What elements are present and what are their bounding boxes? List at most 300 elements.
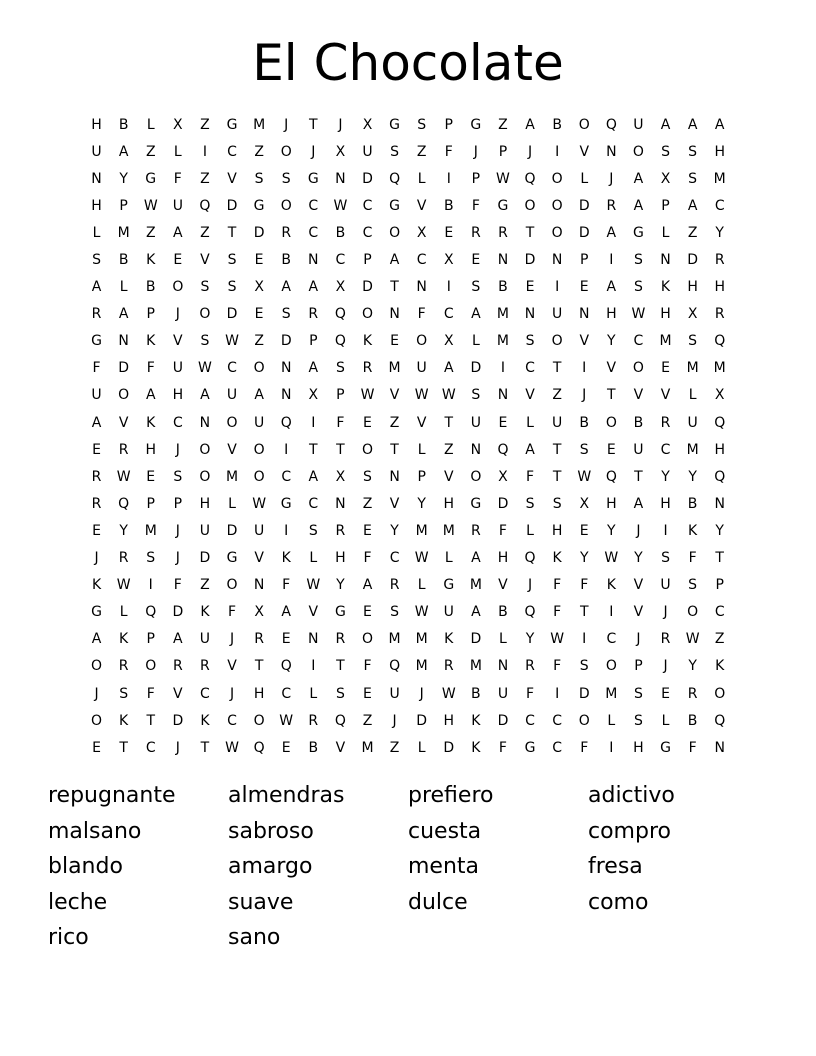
grid-letter: N	[524, 306, 536, 323]
grid-letter: C	[714, 604, 725, 621]
grid-letter: W	[333, 197, 348, 214]
grid-letter: D	[497, 712, 509, 729]
grid-letter: T	[336, 441, 345, 458]
grid-letter: S	[579, 441, 589, 458]
grid-letter: C	[145, 739, 156, 756]
grid-letter: V	[579, 333, 590, 350]
grid-letter: D	[578, 685, 590, 702]
grid-letter: X	[714, 387, 725, 404]
grid-letter: H	[91, 116, 102, 133]
grid-letter: K	[146, 252, 156, 269]
grid-letter: U	[552, 306, 563, 323]
grid-letter: J	[663, 604, 668, 621]
grid-letter: L	[119, 279, 128, 296]
grid-letter: Y	[119, 170, 128, 187]
grid-letter: F	[498, 739, 507, 756]
grid-letter: E	[579, 279, 589, 296]
grid-letter: W	[116, 468, 131, 485]
grid-letter: K	[606, 577, 616, 594]
grid-letter: O	[253, 360, 265, 377]
grid-letter: C	[606, 631, 617, 648]
grid-letter: R	[308, 306, 319, 323]
grid-letter: W	[360, 387, 375, 404]
grid-letter: O	[118, 387, 130, 404]
grid-letter: L	[417, 577, 426, 594]
grid-letter: S	[471, 279, 481, 296]
grid-letter: I	[202, 143, 207, 160]
grid-letter: T	[552, 441, 562, 458]
grid-letter: R	[660, 631, 671, 648]
grid-letter: K	[688, 522, 698, 539]
word-list-item: compro	[588, 818, 671, 844]
grid-letter: J	[663, 658, 668, 675]
grid-letter: L	[526, 522, 534, 539]
grid-letter: X	[443, 252, 454, 269]
grid-letter: W	[198, 360, 212, 377]
grid-letter: O	[551, 333, 563, 350]
grid-letter: A	[254, 387, 264, 404]
grid-letter: B	[118, 252, 129, 269]
grid-letter: B	[471, 685, 481, 702]
grid-letter: G	[524, 739, 536, 756]
grid-letter: L	[661, 224, 670, 241]
grid-letter: V	[389, 387, 400, 404]
grid-letter: D	[226, 306, 238, 323]
grid-letter: O	[524, 197, 536, 214]
grid-letter: Y	[119, 522, 128, 539]
grid-letter: S	[633, 252, 643, 269]
grid-letter: A	[471, 550, 481, 567]
letter-grid	[83, 111, 733, 761]
grid-letter: F	[173, 577, 182, 594]
grid-letter: I	[663, 522, 668, 539]
grid-letter: A	[118, 306, 129, 323]
grid-letter: R	[714, 306, 725, 323]
grid-letter: X	[254, 279, 264, 296]
grid-letter: F	[498, 522, 507, 539]
grid-letter: W	[631, 306, 646, 323]
grid-letter: P	[363, 252, 372, 269]
grid-letter: W	[252, 495, 267, 512]
grid-letter: Y	[579, 550, 589, 567]
grid-letter: I	[582, 631, 587, 648]
grid-letter: W	[225, 333, 239, 350]
grid-letter: C	[416, 252, 427, 269]
grid-letter: C	[227, 360, 237, 377]
grid-letter: N	[497, 252, 509, 269]
grid-letter: V	[227, 658, 237, 675]
grid-letter: E	[92, 739, 101, 756]
grid-letter: J	[527, 577, 533, 594]
grid-letter: K	[362, 333, 373, 350]
word-list-item: almendras	[228, 783, 345, 808]
grid-letter: B	[145, 279, 156, 296]
grid-letter: D	[253, 224, 265, 241]
grid-letter: O	[199, 441, 211, 458]
grid-letter: E	[363, 522, 372, 539]
grid-letter: I	[311, 414, 316, 431]
grid-letter: X	[579, 495, 590, 512]
grid-letter: V	[173, 685, 183, 702]
grid-letter: T	[607, 387, 616, 404]
grid-letter: C	[633, 333, 644, 350]
grid-letter: G	[443, 577, 455, 594]
grid-letter: W	[414, 604, 429, 621]
grid-letter: V	[660, 387, 671, 404]
grid-letter: B	[687, 712, 698, 729]
grid-letter: A	[91, 631, 102, 648]
word-list-item: menta	[408, 854, 480, 879]
grid-letter: M	[496, 306, 509, 323]
grid-letter: G	[253, 197, 265, 214]
grid-letter: E	[661, 685, 670, 702]
grid-letter: T	[715, 550, 724, 567]
grid-letter: L	[471, 333, 480, 350]
grid-letter: H	[714, 441, 725, 458]
grid-letter: E	[606, 441, 616, 458]
grid-letter: C	[308, 495, 319, 512]
grid-letter: L	[580, 170, 589, 187]
grid-letter: U	[552, 414, 563, 431]
grid-letter: C	[308, 197, 319, 214]
grid-letter: I	[555, 143, 560, 160]
grid-letter: N	[714, 739, 725, 756]
grid-letter: Y	[607, 333, 616, 350]
grid-letter: E	[281, 739, 291, 756]
grid-letter: W	[577, 468, 592, 485]
grid-letter: Y	[688, 468, 697, 485]
grid-letter: L	[688, 387, 697, 404]
grid-letter: M	[253, 116, 266, 133]
grid-letter: Y	[661, 468, 670, 485]
grid-letter: D	[687, 252, 698, 269]
grid-letter: P	[498, 143, 508, 160]
grid-letter: W	[414, 387, 429, 404]
grid-letter: R	[687, 685, 698, 702]
grid-letter: Q	[524, 550, 536, 567]
grid-letter: D	[226, 522, 238, 539]
grid-letter: M	[388, 360, 401, 377]
grid-letter: U	[253, 522, 265, 539]
grid-letter: H	[253, 685, 265, 702]
grid-letter: M	[415, 522, 428, 539]
grid-letter: R	[443, 658, 454, 675]
grid-letter: P	[146, 631, 155, 648]
grid-letter: R	[470, 522, 481, 539]
grid-letter: I	[500, 360, 506, 377]
grid-letter: E	[525, 279, 535, 296]
grid-letter: H	[660, 495, 671, 512]
grid-letter: I	[446, 170, 451, 187]
grid-letter: L	[526, 414, 534, 431]
grid-letter: R	[525, 658, 535, 675]
grid-letter: W	[441, 387, 456, 404]
grid-letter: J	[636, 522, 641, 539]
grid-letter: K	[200, 604, 210, 621]
grid-letter: O	[280, 143, 292, 160]
grid-letter: H	[633, 739, 644, 756]
grid-letter: D	[362, 279, 373, 296]
grid-letter: Q	[334, 712, 346, 729]
word-list-item: leche	[48, 889, 108, 915]
grid-letter: O	[280, 197, 292, 214]
grid-letter: B	[633, 414, 644, 431]
grid-letter: C	[362, 197, 373, 214]
grid-letter: V	[416, 197, 427, 214]
grid-letter: J	[175, 550, 180, 567]
grid-letter: Z	[254, 333, 264, 350]
grid-letter: E	[390, 333, 399, 350]
grid-letter: F	[227, 604, 237, 621]
grid-letter: B	[335, 224, 346, 241]
grid-letter: R	[498, 224, 508, 241]
grid-letter: O	[361, 441, 373, 458]
grid-letter: I	[555, 279, 560, 296]
grid-letter: W	[143, 197, 158, 214]
grid-letter: J	[392, 712, 397, 729]
grid-letter: G	[226, 116, 238, 133]
grid-letter: C	[227, 712, 237, 729]
grid-letter: H	[172, 387, 184, 404]
grid-letter: J	[284, 116, 289, 133]
grid-letter: A	[525, 441, 535, 458]
grid-letter: S	[552, 495, 562, 512]
grid-letter: B	[443, 197, 454, 214]
grid-letter: X	[362, 116, 373, 133]
grid-letter: G	[389, 116, 400, 133]
grid-letter: F	[526, 685, 535, 702]
grid-letter: Q	[714, 712, 726, 729]
grid-letter: E	[579, 522, 589, 539]
grid-letter: A	[633, 170, 644, 187]
grid-letter: C	[525, 712, 535, 729]
grid-letter: U	[91, 387, 102, 404]
word-list-item: sano	[228, 925, 281, 950]
grid-letter: H	[443, 712, 455, 729]
grid-letter: S	[417, 116, 427, 133]
grid-letter: Z	[714, 631, 725, 648]
grid-letter: X	[416, 224, 427, 241]
grid-letter: E	[254, 306, 264, 323]
grid-letter: U	[199, 522, 211, 539]
grid-letter: N	[416, 279, 427, 296]
grid-letter: S	[633, 279, 643, 296]
grid-letter: O	[470, 468, 482, 485]
grid-letter: B	[498, 279, 508, 296]
grid-letter: U	[633, 116, 644, 133]
grid-letter: M	[659, 333, 672, 350]
grid-letter: Y	[607, 522, 616, 539]
grid-letter: Z	[254, 143, 264, 160]
grid-letter: V	[579, 143, 590, 160]
grid-letter: N	[551, 252, 563, 269]
grid-letter: V	[173, 333, 183, 350]
grid-letter: N	[660, 252, 671, 269]
grid-letter: T	[634, 468, 643, 485]
grid-letter: U	[660, 577, 671, 594]
grid-letter: F	[92, 360, 101, 377]
grid-letter: C	[389, 550, 400, 567]
word-list-item: suave	[228, 889, 294, 915]
grid-letter: F	[146, 360, 155, 377]
grid-letter: P	[336, 387, 345, 404]
grid-letter: M	[713, 170, 726, 187]
grid-letter: A	[281, 279, 291, 296]
grid-letter: A	[362, 577, 373, 594]
grid-letter: Z	[145, 143, 156, 160]
grid-letter: R	[389, 577, 400, 594]
grid-letter: R	[91, 468, 102, 485]
grid-letter: V	[118, 414, 129, 431]
grid-letter: C	[552, 739, 563, 756]
grid-letter: N	[335, 170, 346, 187]
grid-letter: T	[444, 414, 454, 431]
grid-letter: Q	[714, 468, 726, 485]
grid-letter: N	[578, 306, 590, 323]
grid-letter: U	[91, 143, 102, 160]
grid-letter: B	[308, 739, 319, 756]
grid-letter: M	[415, 658, 428, 675]
grid-letter: J	[94, 685, 99, 702]
grid-letter: I	[555, 685, 560, 702]
grid-letter: P	[444, 116, 453, 133]
grid-letter: F	[471, 197, 480, 214]
grid-letter: N	[606, 143, 617, 160]
grid-letter: T	[227, 224, 237, 241]
grid-letter: V	[633, 387, 644, 404]
grid-letter: G	[497, 197, 509, 214]
grid-letter: S	[688, 143, 698, 160]
grid-letter: E	[92, 441, 101, 458]
grid-letter: J	[229, 685, 235, 702]
grid-letter: N	[199, 414, 211, 431]
grid-letter: O	[389, 224, 401, 241]
grid-letter: A	[281, 604, 291, 621]
grid-letter: M	[605, 685, 618, 702]
grid-letter: F	[526, 468, 535, 485]
grid-letter: U	[199, 631, 211, 648]
grid-letter: F	[688, 550, 697, 567]
grid-letter: Z	[200, 170, 210, 187]
grid-letter: C	[362, 224, 373, 241]
grid-letter: H	[714, 279, 725, 296]
grid-letter: V	[308, 604, 319, 621]
grid-letter: C	[172, 414, 183, 431]
grid-letter: P	[580, 252, 589, 269]
grid-letter: A	[633, 197, 644, 214]
grid-letter: X	[308, 387, 319, 404]
grid-letter: G	[389, 197, 400, 214]
grid-letter: D	[524, 252, 536, 269]
grid-letter: E	[363, 604, 372, 621]
grid-letter: Q	[524, 604, 536, 621]
grid-letter: M	[144, 522, 157, 539]
grid-letter: C	[552, 712, 563, 729]
grid-letter: Z	[200, 224, 210, 241]
grid-letter: S	[661, 143, 670, 160]
grid-letter: V	[525, 387, 535, 404]
grid-letter: U	[389, 685, 400, 702]
grid-letter: R	[91, 306, 102, 323]
grid-letter: W	[306, 577, 321, 594]
grid-letter: Z	[416, 143, 427, 160]
grid-letter: T	[552, 360, 562, 377]
grid-letter: K	[119, 631, 129, 648]
grid-letter: Q	[118, 495, 130, 512]
grid-letter: N	[91, 170, 102, 187]
grid-letter: N	[497, 658, 509, 675]
grid-letter: L	[173, 143, 182, 160]
grid-letter: L	[228, 495, 236, 512]
grid-letter: X	[335, 143, 346, 160]
grid-letter: M	[686, 360, 699, 377]
grid-letter: Y	[715, 522, 724, 539]
grid-letter: S	[308, 522, 318, 539]
grid-letter: Q	[280, 414, 292, 431]
grid-letter: F	[444, 143, 453, 160]
grid-letter: R	[118, 441, 129, 458]
grid-letter: K	[660, 279, 671, 296]
grid-letter: S	[281, 170, 291, 187]
word-list-item: cuesta	[408, 818, 482, 844]
grid-letter: U	[226, 387, 238, 404]
grid-letter: F	[417, 306, 426, 323]
grid-letter: B	[281, 252, 291, 269]
grid-letter: O	[145, 658, 157, 675]
grid-letter: P	[146, 306, 155, 323]
grid-letter: Z	[687, 224, 698, 241]
grid-letter: C	[308, 224, 319, 241]
grid-letter: N	[335, 495, 346, 512]
grid-letter: L	[309, 685, 318, 702]
grid-letter: Q	[389, 170, 401, 187]
grid-letter: R	[660, 414, 671, 431]
grid-letter: J	[338, 116, 343, 133]
grid-letter: S	[200, 333, 210, 350]
grid-letter: V	[633, 577, 644, 594]
grid-letter: K	[119, 712, 129, 729]
grid-letter: I	[609, 604, 614, 621]
grid-letter: O	[253, 441, 265, 458]
grid-letter: O	[226, 577, 238, 594]
grid-letter: J	[175, 306, 180, 323]
grid-letter: J	[175, 739, 180, 756]
grid-letter: G	[307, 170, 319, 187]
grid-letter: S	[633, 712, 643, 729]
grid-letter: N	[280, 387, 292, 404]
grid-letter: G	[226, 550, 238, 567]
grid-letter: L	[417, 441, 426, 458]
grid-letter: M	[442, 522, 455, 539]
grid-letter: A	[308, 360, 319, 377]
grid-letter: U	[253, 414, 265, 431]
grid-letter: S	[173, 468, 183, 485]
grid-letter: S	[119, 685, 129, 702]
word-list	[48, 778, 768, 956]
grid-letter: A	[173, 224, 183, 241]
grid-letter: Q	[714, 333, 726, 350]
grid-letter: L	[661, 712, 670, 729]
word-list-item: repugnante	[48, 783, 176, 808]
grid-letter: F	[688, 739, 697, 756]
grid-letter: I	[609, 252, 614, 269]
grid-letter: U	[416, 360, 427, 377]
grid-letter: H	[145, 441, 156, 458]
grid-letter: T	[309, 441, 318, 458]
grid-letter: I	[148, 577, 153, 594]
grid-letter: S	[579, 658, 589, 675]
grid-letter: Q	[497, 441, 509, 458]
